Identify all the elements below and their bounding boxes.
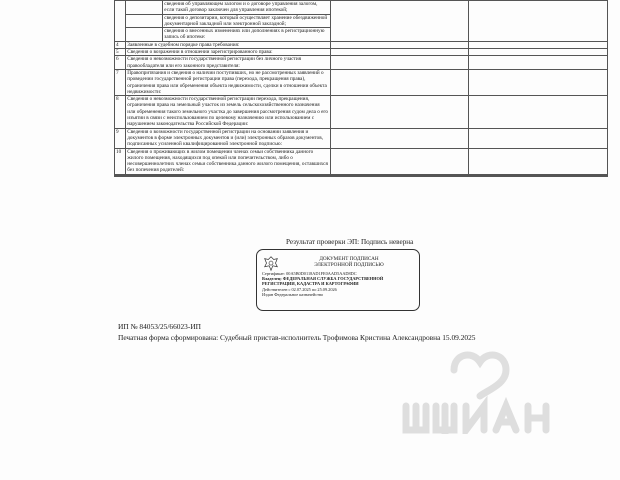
signature-check-result: Результат проверки ЭП: Подпись неверна: [286, 238, 414, 246]
stamp-certificate: Сертификат: 00A5B0D0118AD1FE0AAD5AAD8DC: [262, 271, 357, 276]
stamp-owner: Владелец: ФЕДЕРАЛЬНАЯ СЛУЖБА ГОСУДАРСТВЕННОЙ: [262, 276, 384, 282]
row-number: 4: [115, 41, 126, 48]
table-row: [115, 128, 608, 148]
row-text: Заявленные в судебном порядке права требования:: [126, 41, 330, 48]
row-text: Сведения о возможности государственной регистрации на основании заявления и документов в форме электронных документов и (или) электронных образов документов, подписанных усиленной квалифицированной электронной подписью:: [126, 128, 330, 148]
table-row: [115, 1, 608, 42]
row-text: Сведения о возражении в отношении зарегистрированного права:: [126, 49, 330, 56]
table-row: [115, 148, 608, 174]
table-row: [115, 56, 608, 70]
table-row: [115, 41, 608, 48]
row-number: 10: [115, 148, 126, 174]
electronic-signature-stamp: [256, 249, 420, 311]
row-3-sub-c: сведения о внесенных изменениях или дополнениях в регистрационную запись об ипотеке:: [164, 28, 325, 41]
watermark-logo: [392, 344, 582, 434]
register-table: [114, 0, 608, 177]
row-number: 5: [115, 49, 126, 56]
row-number: 6: [115, 56, 126, 70]
row-number: [115, 175, 126, 176]
row-number: 8: [115, 96, 126, 128]
row-3-sub-a: сведения об управляющем залогом и о договоре управления залогом, если такой договор заключен для управления ипотекой;: [164, 1, 318, 14]
row-3-sub-b: сведения о депозитарии, который осуществляет хранение обездвиженной документарной закладной или электронной закладной;: [164, 14, 328, 27]
row-text: Сведения о невозможности государственной регистрации перехода, прекращения, ограничения права на земельный участок из земель сельскохозяйственного назначения или обременения такого земельного участка до завершения рассмотрения судом дела о его изъятии в связи с неиспользованием по целевому назначению или использованием с нарушением законодательства Российской Федерации:: [126, 96, 330, 128]
row-text: Правопритязания и сведения о наличии поступивших, но не рассмотренных заявлений о проведении государственной регистрации права (перехода, прекращения права), ограничения права или обременения объекта недвижимости, сделки в отношении объекта недвижимости:: [126, 69, 330, 95]
row-text: [126, 175, 330, 176]
table-row: [115, 69, 608, 95]
table-row: [115, 49, 608, 56]
stamp-owner-cont: РЕГИСТРАЦИИ, КАДАСТРА И КАРТОГРАФИИ: [262, 281, 359, 287]
stamp-details: [262, 271, 415, 297]
enforcement-case-number: ИП № 84053/25/66023-ИП: [118, 322, 202, 331]
table-row: [115, 96, 608, 128]
row-text: Сведения о невозможности государственной регистрации без личного участия правообладателя или его законного представителя:: [126, 56, 330, 70]
print-form-author: Печатная форма сформирована: Судебный пристав-исполнитель Трофимова Кристина Александровна 15.09.2025: [118, 333, 476, 342]
row-number: 9: [115, 128, 126, 148]
row-text: Сведения о проживающих в жилом помещении членах семьи собственника данного жилого помещения, находящихся под опекой или попечительством, либо о несовершеннолетних членах семьи собственника данного жилого помещения, оставшихся без попечения родителей:: [126, 148, 330, 174]
table-row: [115, 175, 608, 176]
row-number: 7: [115, 69, 126, 95]
stamp-validity: Действителен с 02.07.2025 по 25.09.2026: [262, 286, 337, 292]
stamp-title: ДОКУМЕНТ ПОДПИСАН ЭЛЕКТРОННОЙ ПОДПИСЬЮ: [314, 256, 384, 268]
stamp-issuer: Издан Федеральное казначейство: [262, 291, 324, 297]
